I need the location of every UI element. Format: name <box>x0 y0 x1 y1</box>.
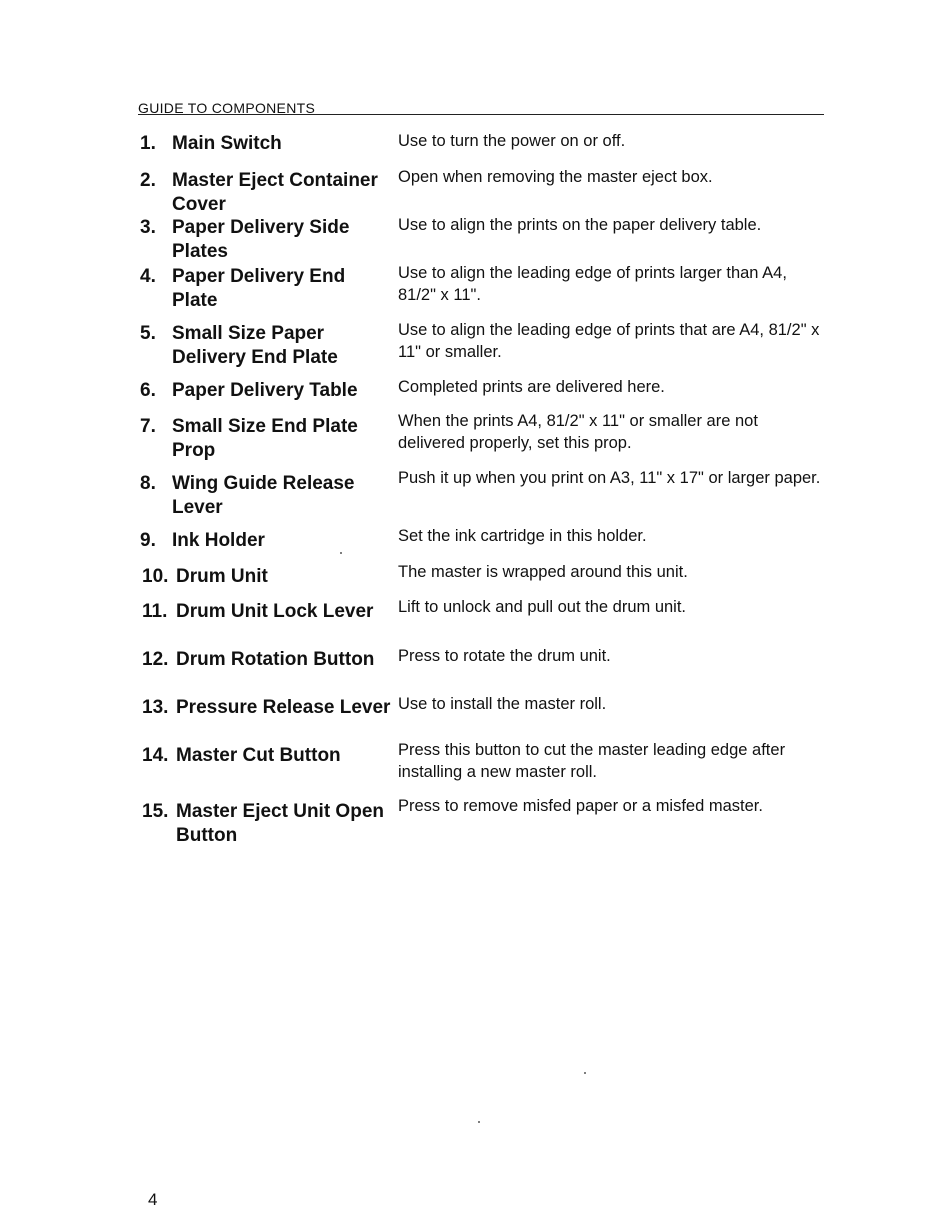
item-description: Use to align the prints on the paper delivery table. <box>398 216 762 234</box>
item-description: Set the ink cartridge in this holder. <box>398 527 647 545</box>
item-number: 6. <box>140 380 156 401</box>
item-number: 13. <box>142 697 169 718</box>
item-description: Press this button to cut the master leading edge after installing a new master roll. <box>398 741 786 781</box>
item-number: 10. <box>142 566 169 587</box>
item-number: 11. <box>142 601 168 622</box>
item-name: Drum Unit Lock Lever <box>176 601 374 622</box>
item-description: The master is wrapped around this unit. <box>398 563 688 581</box>
item-description: Use to turn the power on or off. <box>398 132 626 150</box>
item-number: 15. <box>142 801 169 822</box>
item-name: Main Switch <box>172 133 282 154</box>
item-name: Paper Delivery End Plate <box>172 266 346 311</box>
item-number: 12. <box>142 649 169 670</box>
item-number: 2. <box>140 170 156 191</box>
item-name: Master Cut Button <box>176 745 341 766</box>
section-header: GUIDE TO COMPONENTS <box>138 100 316 116</box>
item-number: 5. <box>140 323 156 344</box>
item-name: Ink Holder <box>172 530 265 551</box>
item-name: Small Size Paper Delivery End Plate <box>172 323 338 368</box>
item-description: Press to rotate the drum unit. <box>398 647 611 665</box>
item-description: Use to align the leading edge of prints larger than A4, 81/2" x 11". <box>398 264 787 304</box>
scan-speck <box>340 552 342 554</box>
item-number: 3. <box>140 217 156 238</box>
item-name: Pressure Release Lever <box>176 697 391 718</box>
item-name: Small Size End Plate Prop <box>172 416 358 461</box>
item-number: 9. <box>140 530 156 551</box>
item-name: Wing Guide Release Lever <box>172 473 355 518</box>
item-number: 14. <box>142 745 169 766</box>
item-description: Use to install the master roll. <box>398 695 607 713</box>
item-number: 7. <box>140 416 156 437</box>
item-name: Drum Rotation Button <box>176 649 375 670</box>
item-name: Paper Delivery Side Plates <box>172 217 350 262</box>
scan-speck <box>584 1072 586 1074</box>
item-number: 4. <box>140 266 156 287</box>
item-name: Master Eject Unit Open Button <box>176 801 384 846</box>
item-description: Push it up when you print on A3, 11" x 17" or larger paper. <box>398 469 821 487</box>
item-description: Open when removing the master eject box. <box>398 168 713 186</box>
item-name: Master Eject Container Cover <box>172 170 378 215</box>
page-number: 4 <box>148 1190 158 1209</box>
scan-speck <box>478 1121 480 1123</box>
item-number: 8. <box>140 473 156 494</box>
item-number: 1. <box>140 133 156 154</box>
item-description: Press to remove misfed paper or a misfed master. <box>398 797 763 815</box>
item-name: Drum Unit <box>176 566 268 587</box>
item-name: Paper Delivery Table <box>172 380 358 401</box>
header-rule <box>138 114 824 115</box>
item-description: Lift to unlock and pull out the drum unit. <box>398 598 687 616</box>
item-description: Completed prints are delivered here. <box>398 378 665 396</box>
item-description: When the prints A4, 81/2" x 11" or smaller are not delivered properly, set this prop. <box>398 412 758 452</box>
item-description: Use to align the leading edge of prints that are A4, 81/2" x 11" or smaller. <box>398 321 820 361</box>
